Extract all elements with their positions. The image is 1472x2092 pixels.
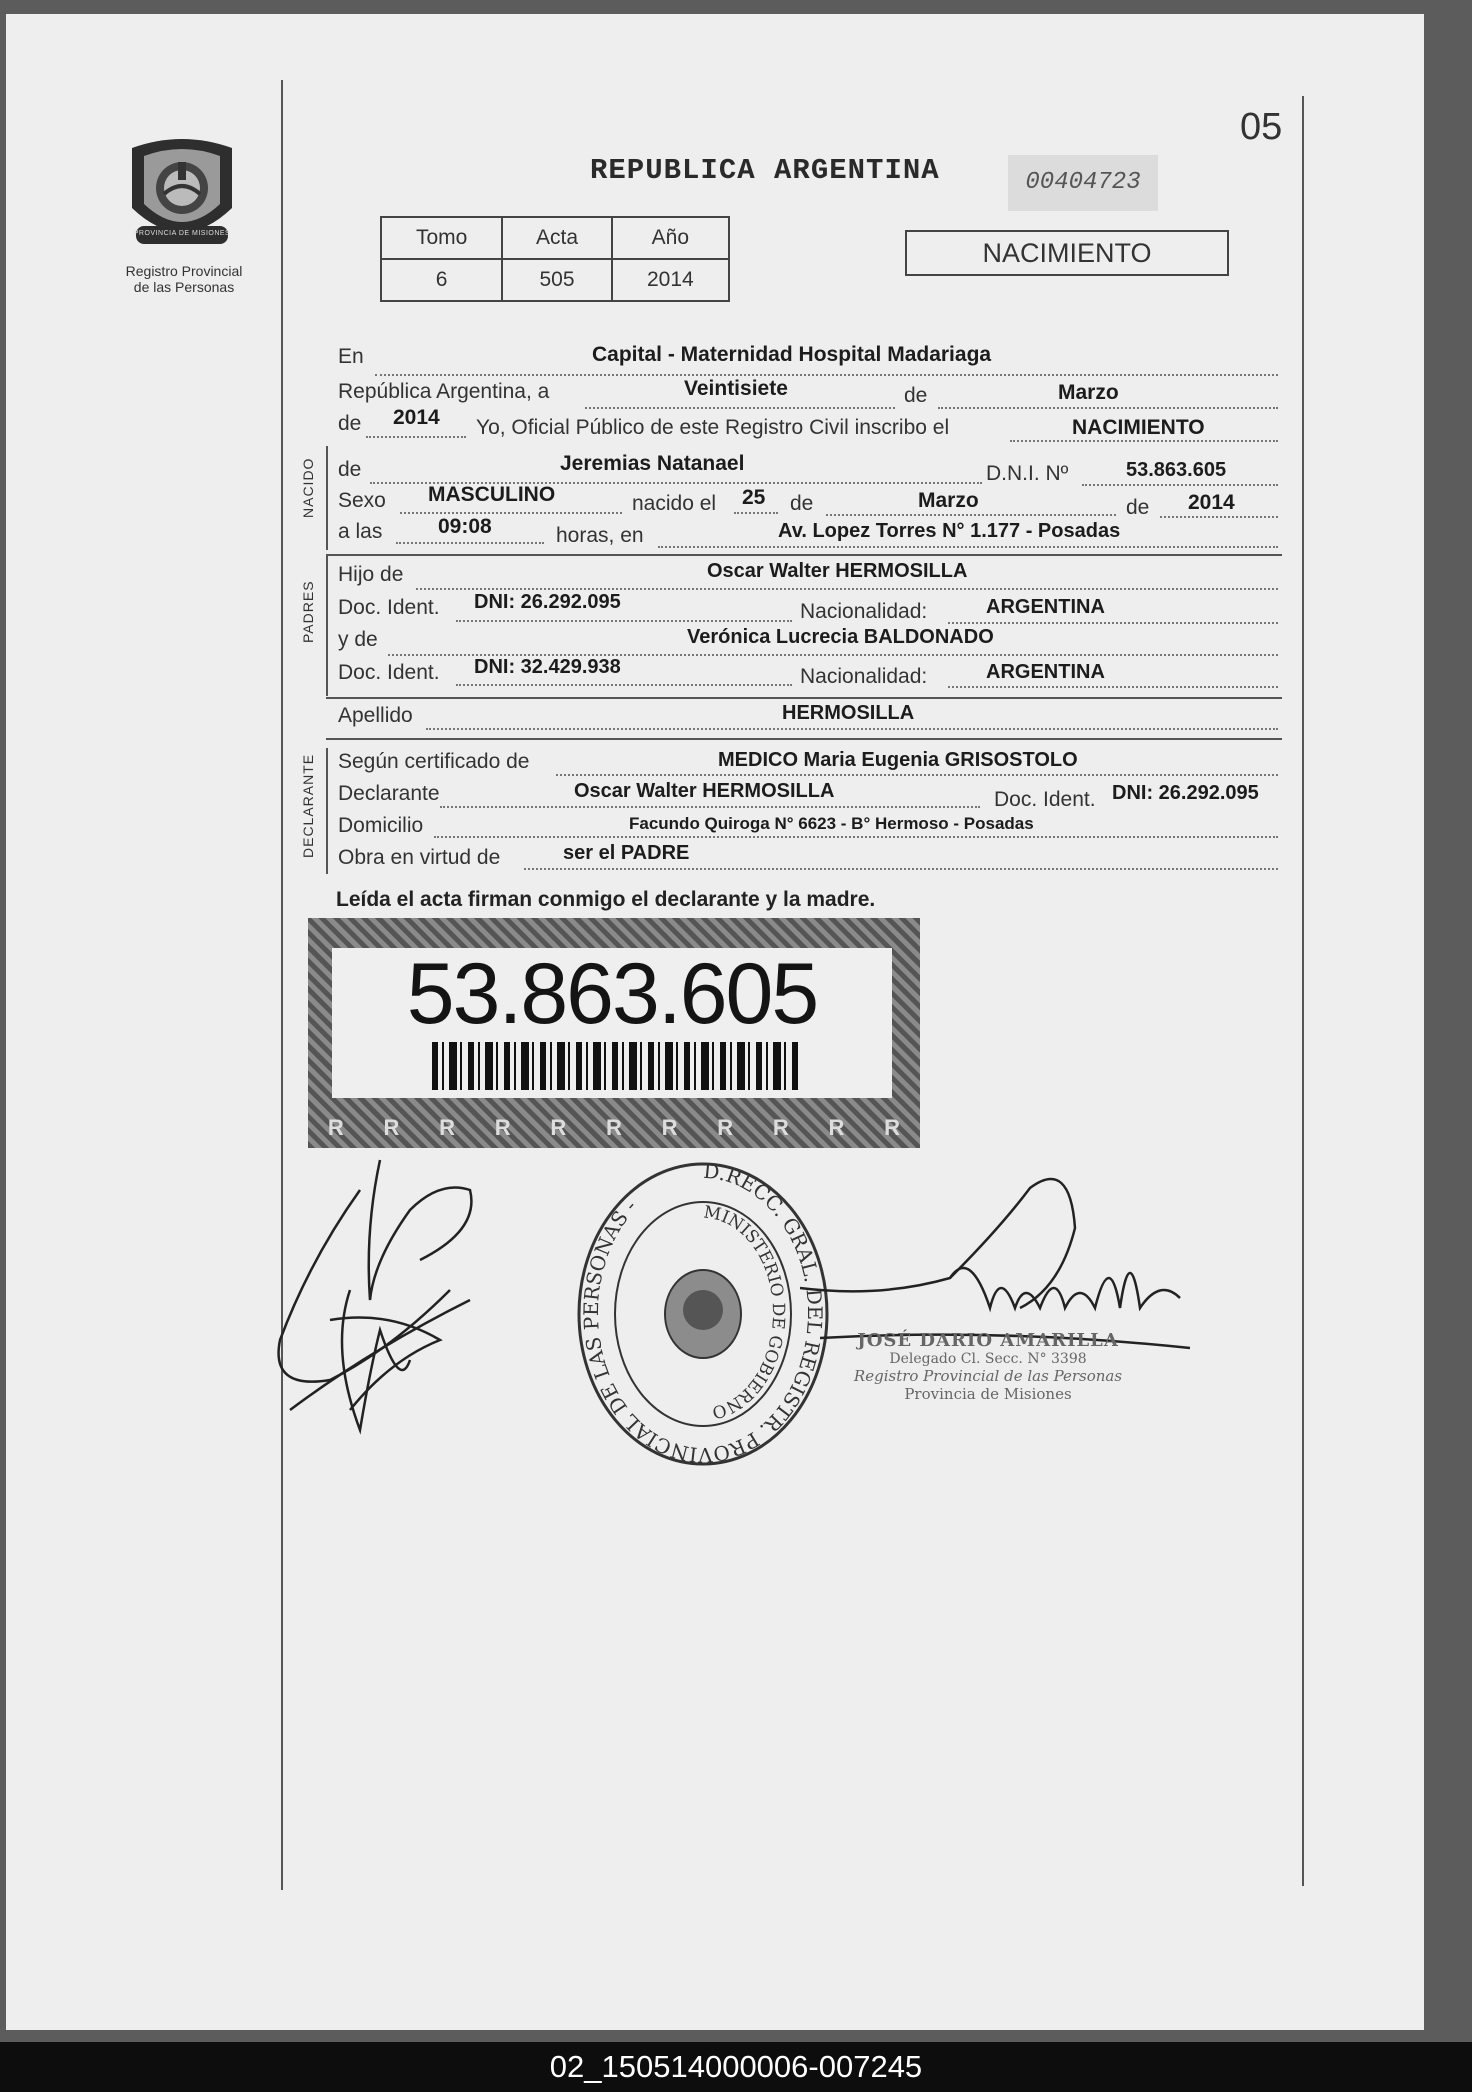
value-father-nationality: ARGENTINA (986, 596, 1105, 618)
dots-birth-address (658, 546, 1278, 548)
stamp-outer-text: D.RECC. GRAL. DEL REGISTR. PROVINCIAL DE LAS PERSONAS - (578, 1158, 827, 1468)
closing-statement: Leída el acta firman conmigo el declarante y la madre. (336, 888, 876, 911)
dots-mother-doc (456, 684, 792, 686)
label-de-child: de (338, 458, 362, 481)
dots-birth-day (734, 512, 778, 514)
divider-nacido (326, 554, 1282, 556)
value-child-dni: 53.863.605 (1126, 459, 1227, 481)
official-stamp (838, 1330, 1138, 1403)
ano-value: 2014 (612, 259, 729, 301)
official-stamp-office: Registro Provincial de las Personas (853, 1367, 1123, 1385)
r-mark-5: R (550, 1115, 567, 1140)
dots-birth-month (826, 514, 1116, 516)
label-en: En (338, 345, 364, 368)
label-sexo: Sexo (338, 489, 386, 512)
r-mark-2: R (383, 1115, 400, 1140)
value-mother-doc: DNI: 32.429.938 (474, 656, 621, 678)
registry-oval-stamp (574, 1158, 832, 1470)
tomo-header: Tomo (381, 217, 502, 259)
file-name-bar: 02_150514000006-007245 (0, 2042, 1472, 2092)
nacido-bracket (326, 446, 328, 550)
official-stamp-role: Delegado Cl. Secc. N° 3398 (889, 1351, 1087, 1367)
value-declarant-name: Oscar Walter HERMOSILLA (574, 780, 835, 802)
value-declarant-address: Facundo Quiroga N° 6623 - B° Hermoso - Posadas (629, 814, 1034, 833)
label-obra-en-virtud: Obra en virtud de (338, 846, 501, 869)
section-declarante: DECLARANTE (300, 753, 316, 858)
ano-header: Año (612, 217, 729, 259)
r-mark-4: R (494, 1115, 511, 1140)
value-sex: MASCULINO (428, 483, 556, 506)
dots-child-dni (1082, 484, 1278, 486)
acta-header: Acta (502, 217, 611, 259)
label-y-de: y de (338, 628, 378, 651)
official-stamp-name: JOSÉ DARIO AMARILLA (857, 1330, 1119, 1351)
label-dni: D.N.I. Nº (986, 462, 1069, 485)
dots-year (366, 436, 466, 438)
label-nacido-el: nacido el (632, 492, 717, 515)
value-birth-time: 09:08 (438, 515, 492, 538)
value-mother-nationality: ARGENTINA (986, 661, 1105, 683)
value-certificate: MEDICO Maria Eugenia GRISOSTOLO (718, 749, 1078, 771)
tomo-acta-table (380, 216, 730, 302)
dots-father-name (416, 588, 1278, 590)
registry-name-line-1: Registro Provincial (125, 263, 243, 279)
label-hijo-de: Hijo de (338, 563, 404, 586)
r-mark-10: R (828, 1115, 845, 1140)
value-month: Marzo (1058, 381, 1119, 404)
value-birth-address: Av. Lopez Torres N° 1.177 - Posadas (778, 520, 1121, 542)
stamp-inner-text: MINISTERIO DE GOBIERNO (702, 1202, 789, 1423)
r-mark-9: R (772, 1115, 789, 1140)
label-horas-en: horas, en (556, 524, 644, 547)
r-mark-1: R (327, 1115, 344, 1140)
dots-sex (400, 512, 622, 514)
logo-banner-text: PROVINCIA DE MISIONES (133, 230, 231, 237)
section-nacido: NACIDO (300, 457, 316, 518)
label-doc-ident-mother: Doc. Ident. (338, 661, 440, 684)
value-declarant-doc: DNI: 26.292.095 (1112, 782, 1259, 804)
dots-acting-as (524, 868, 1278, 870)
label-a-las: a las (338, 520, 383, 543)
tomo-value: 6 (381, 259, 502, 301)
dots-birth-time (396, 542, 544, 544)
dots-birth-year (1160, 516, 1278, 518)
registry-name (104, 263, 264, 295)
value-birth-day: 25 (742, 486, 766, 509)
label-domicilio: Domicilio (338, 814, 424, 837)
declarant-signature (270, 1150, 490, 1440)
label-yo-oficial: Yo, Oficial Público de este Registro Civil inscribo el (476, 416, 950, 439)
value-mother-name: Verónica Lucrecia BALDONADO (687, 626, 994, 648)
right-margin-line (1302, 96, 1304, 1886)
value-place: Capital - Maternidad Hospital Madariaga (592, 343, 992, 366)
label-declarante: Declarante (338, 782, 440, 805)
page-number: 05 (1240, 106, 1283, 148)
declarante-bracket (326, 748, 328, 874)
label-nacionalidad-father: Nacionalidad: (800, 600, 928, 623)
dots-declarant-name (440, 806, 980, 808)
value-birth-month: Marzo (918, 489, 979, 512)
dots-month (938, 407, 1278, 409)
padres-bracket (326, 556, 328, 696)
label-doc-ident-father: Doc. Ident. (338, 596, 440, 619)
r-mark-8: R (717, 1115, 734, 1140)
value-child-name: Jeremias Natanael (560, 452, 745, 475)
barcode-bars (432, 1042, 802, 1090)
value-year: 2014 (393, 406, 440, 429)
official-stamp-province: Provincia de Misiones (904, 1385, 1072, 1403)
dni-barcode-label (308, 918, 920, 1148)
label-de-birth-month: de (790, 492, 814, 515)
dots-surname (426, 728, 1278, 730)
label-doc-ident-declarant: Doc. Ident. (994, 788, 1096, 811)
dni-big-number: 53.863.605 (406, 946, 818, 1042)
acta-value: 505 (502, 259, 611, 301)
dots-declarant-address (434, 836, 1278, 838)
r-mark-7: R (661, 1115, 678, 1140)
dots-mother-nationality (948, 686, 1278, 688)
divider-apellido (326, 738, 1282, 740)
label-de-year: de (338, 412, 362, 435)
label-border-pattern (308, 1110, 920, 1146)
value-day-text: Veintisiete (684, 377, 788, 400)
label-republica-a: República Argentina, a (338, 380, 550, 403)
dots-day (585, 407, 895, 409)
registry-name-line-2: de las Personas (133, 279, 235, 295)
label-nacionalidad-mother: Nacionalidad: (800, 665, 928, 688)
label-de-birth-year: de (1126, 496, 1150, 519)
r-mark-11: R (884, 1115, 900, 1140)
value-father-doc: DNI: 26.292.095 (474, 591, 621, 613)
value-acting-as: ser el PADRE (563, 842, 690, 864)
record-type-box: NACIMIENTO (905, 230, 1229, 276)
label-de-month: de (904, 384, 928, 407)
value-birth-year: 2014 (1188, 491, 1235, 514)
dots-father-doc (456, 620, 792, 622)
barcode-inner-panel (332, 948, 892, 1098)
dots-certificate (556, 774, 1278, 776)
dots-act-type (1010, 440, 1278, 442)
divider-padres (326, 697, 1282, 699)
r-mark-6: R (605, 1115, 622, 1140)
r-mark-3: R (439, 1115, 455, 1140)
dots-place (375, 374, 1278, 376)
value-father-name: Oscar Walter HERMOSILLA (707, 560, 968, 582)
section-padres: PADRES (300, 580, 316, 643)
serial-number: 00404723 (1008, 155, 1158, 211)
left-margin-line (281, 80, 283, 1890)
label-segun-certificado: Según certificado de (338, 750, 530, 773)
value-act-type: NACIMIENTO (1072, 416, 1205, 439)
country-title: REPUBLICA ARGENTINA (590, 154, 940, 187)
value-surname: HERMOSILLA (782, 702, 915, 724)
dots-father-nationality (948, 622, 1278, 624)
label-apellido: Apellido (338, 704, 413, 727)
